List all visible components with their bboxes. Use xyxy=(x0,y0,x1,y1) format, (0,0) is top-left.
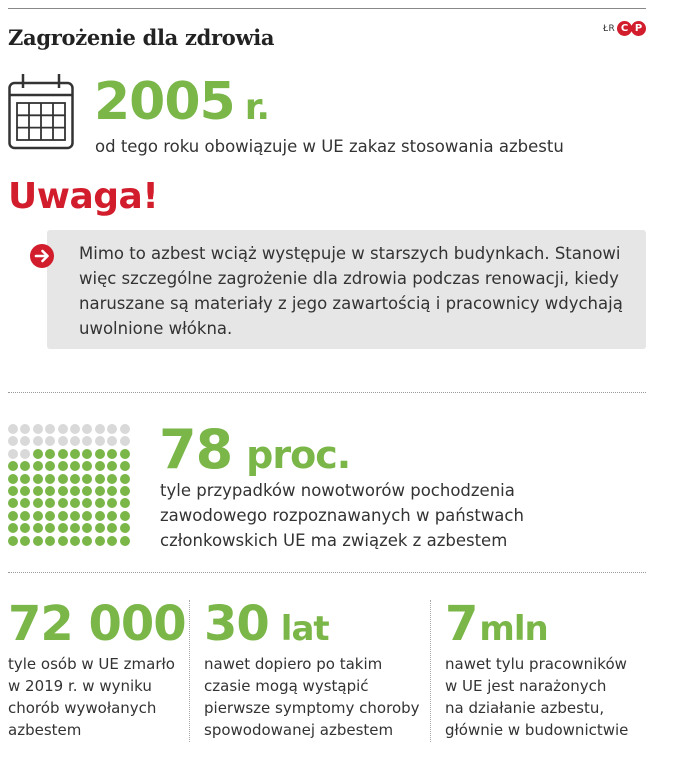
dot-empty xyxy=(20,436,30,446)
dot-filled xyxy=(82,498,92,508)
dot-filled xyxy=(82,511,92,521)
dot-empty xyxy=(120,436,130,446)
dot-filled xyxy=(20,511,30,521)
warning-line: Mimo to azbest wciąż występuje w starszych budynkach. Stanowi xyxy=(79,244,621,263)
dot-filled xyxy=(120,523,130,533)
dot-filled xyxy=(82,536,92,546)
stat-line: azbestem xyxy=(8,721,82,739)
dot-filled xyxy=(82,449,92,459)
dot-filled xyxy=(82,474,92,484)
dot-filled xyxy=(107,536,117,546)
section-divider xyxy=(8,572,646,573)
warning-text xyxy=(79,241,623,341)
dot-empty xyxy=(95,424,105,434)
dot-empty xyxy=(58,424,68,434)
dot-filled xyxy=(20,474,30,484)
dot-filled xyxy=(45,498,55,508)
dot-empty xyxy=(45,436,55,446)
year-description: od tego roku obowiązuje w UE zakaz stosowania azbestu xyxy=(95,137,564,156)
dot-empty xyxy=(120,424,130,434)
stat-line: tyle osób w UE zmarło xyxy=(8,655,175,673)
dot-filled xyxy=(58,511,68,521)
author-credit: ŁR xyxy=(603,24,616,34)
warning-line: uwolnione włókna. xyxy=(79,319,233,338)
dot-filled xyxy=(107,523,117,533)
dot-filled xyxy=(8,498,18,508)
percent-line: zawodowego rozpoznawanych w państwach xyxy=(160,506,524,525)
stat-figure xyxy=(445,596,628,652)
stat-unit: mln xyxy=(479,609,548,649)
stat-value: 30 xyxy=(204,596,269,652)
dot-filled xyxy=(70,474,80,484)
stat-line: nawet tylu pracowników xyxy=(445,655,627,673)
dot-empty xyxy=(20,449,30,459)
dot-filled xyxy=(95,486,105,496)
dot-filled xyxy=(107,474,117,484)
dot-filled xyxy=(70,449,80,459)
dot-filled xyxy=(70,498,80,508)
dot-filled xyxy=(107,449,117,459)
dot-filled xyxy=(107,461,117,471)
dot-filled xyxy=(107,511,117,521)
dot-filled xyxy=(58,536,68,546)
dot-empty xyxy=(82,436,92,446)
dot-filled xyxy=(8,523,18,533)
year-value: 2005 xyxy=(94,72,235,132)
warning-line: naruszane są materiały z jego zawartością i pracownicy wdychają xyxy=(79,294,623,313)
dot-filled xyxy=(95,474,105,484)
dot-filled xyxy=(45,449,55,459)
dot-filled xyxy=(8,474,18,484)
year-figure xyxy=(94,72,269,132)
warning-heading: Uwaga! xyxy=(8,176,159,217)
dot-filled xyxy=(33,536,43,546)
dot-empty xyxy=(33,424,43,434)
calendar-icon xyxy=(8,73,74,155)
top-rule xyxy=(8,8,646,9)
stat-line: nawet dopiero po takim xyxy=(204,655,383,673)
dot-filled xyxy=(45,511,55,521)
percent-unit: proc. xyxy=(246,433,351,477)
stat-line: w UE jest narażonych xyxy=(445,677,607,695)
dot-filled xyxy=(107,486,117,496)
percent-figure xyxy=(159,418,350,481)
dot-filled xyxy=(82,486,92,496)
dot-filled xyxy=(8,511,18,521)
stat-description xyxy=(445,653,628,741)
dot-filled xyxy=(45,461,55,471)
dot-filled xyxy=(8,461,18,471)
dot-filled xyxy=(20,461,30,471)
percent-description xyxy=(160,478,524,553)
percent-line: członkowskich UE ma związek z azbestem xyxy=(160,531,508,550)
percentage-dot-grid xyxy=(8,424,132,548)
stat-line: czasie mogą wystąpić xyxy=(204,677,369,695)
dot-filled xyxy=(70,511,80,521)
dot-filled xyxy=(33,449,43,459)
dot-filled xyxy=(8,536,18,546)
dot-filled xyxy=(20,486,30,496)
stat-description xyxy=(8,653,186,741)
dot-filled xyxy=(33,498,43,508)
dot-filled xyxy=(45,486,55,496)
dot-filled xyxy=(120,498,130,508)
stat-unit: lat xyxy=(280,609,329,649)
arrow-right-icon xyxy=(30,244,54,268)
dot-filled xyxy=(70,486,80,496)
dot-filled xyxy=(8,486,18,496)
percent-line: tyle przypadków nowotworów pochodzenia xyxy=(160,481,515,500)
dot-empty xyxy=(33,436,43,446)
stat-description xyxy=(204,653,420,741)
dot-filled xyxy=(58,474,68,484)
dot-filled xyxy=(45,523,55,533)
dot-empty xyxy=(107,424,117,434)
dot-empty xyxy=(8,424,18,434)
dot-filled xyxy=(107,498,117,508)
percent-value: 78 xyxy=(159,418,233,481)
dot-empty xyxy=(82,424,92,434)
dot-empty xyxy=(70,436,80,446)
dot-filled xyxy=(45,474,55,484)
warning-line: więc szczególne zagrożenie dla zdrowia podczas renowacji, kiedy xyxy=(79,269,619,288)
stat-line: pierwsze symptomy choroby xyxy=(204,699,420,717)
dot-empty xyxy=(107,436,117,446)
dot-empty xyxy=(95,436,105,446)
dot-empty xyxy=(8,436,18,446)
dot-empty xyxy=(8,449,18,459)
stat-figure xyxy=(8,596,186,652)
dot-filled xyxy=(82,461,92,471)
dot-filled xyxy=(120,511,130,521)
dot-empty xyxy=(70,424,80,434)
dot-filled xyxy=(95,498,105,508)
dot-filled xyxy=(33,486,43,496)
dot-filled xyxy=(33,461,43,471)
publisher-logo-c: C xyxy=(617,21,632,36)
stat-value: 72 000 xyxy=(8,596,186,652)
dot-filled xyxy=(58,498,68,508)
dot-filled xyxy=(20,536,30,546)
page-title: Zagrożenie dla zdrowia xyxy=(8,25,275,50)
stat-value: 7 xyxy=(445,596,478,652)
dot-filled xyxy=(120,461,130,471)
dot-filled xyxy=(120,486,130,496)
dot-filled xyxy=(120,474,130,484)
stat-figure xyxy=(204,596,420,652)
dot-filled xyxy=(45,536,55,546)
publisher-logo-p: P xyxy=(631,21,646,36)
dot-filled xyxy=(95,511,105,521)
stat-line: głównie w budownictwie xyxy=(445,721,629,739)
stat-line: chorób wywołanych xyxy=(8,699,157,717)
dot-filled xyxy=(58,449,68,459)
column-separator xyxy=(189,600,190,742)
dot-filled xyxy=(58,461,68,471)
dot-filled xyxy=(33,523,43,533)
dot-empty xyxy=(20,424,30,434)
stat-line: na działanie azbestu, xyxy=(445,699,605,717)
dot-filled xyxy=(33,474,43,484)
dot-filled xyxy=(95,449,105,459)
stat-latency xyxy=(204,596,420,741)
dot-filled xyxy=(58,486,68,496)
column-separator xyxy=(430,600,431,742)
year-unit: r. xyxy=(244,87,270,128)
stat-workers xyxy=(445,596,628,741)
dot-filled xyxy=(95,461,105,471)
dot-filled xyxy=(70,461,80,471)
dot-filled xyxy=(82,523,92,533)
dot-filled xyxy=(58,523,68,533)
section-divider xyxy=(8,392,646,393)
stat-line: w 2019 r. w wyniku xyxy=(8,677,152,695)
dot-filled xyxy=(120,449,130,459)
dot-filled xyxy=(20,523,30,533)
dot-filled xyxy=(95,536,105,546)
stat-deaths xyxy=(8,596,186,741)
dot-filled xyxy=(33,511,43,521)
dot-filled xyxy=(70,536,80,546)
stat-line: spowodowanej azbestem xyxy=(204,721,394,739)
dot-empty xyxy=(45,424,55,434)
dot-filled xyxy=(70,523,80,533)
dot-filled xyxy=(120,536,130,546)
dot-empty xyxy=(58,436,68,446)
dot-filled xyxy=(20,498,30,508)
dot-filled xyxy=(95,523,105,533)
